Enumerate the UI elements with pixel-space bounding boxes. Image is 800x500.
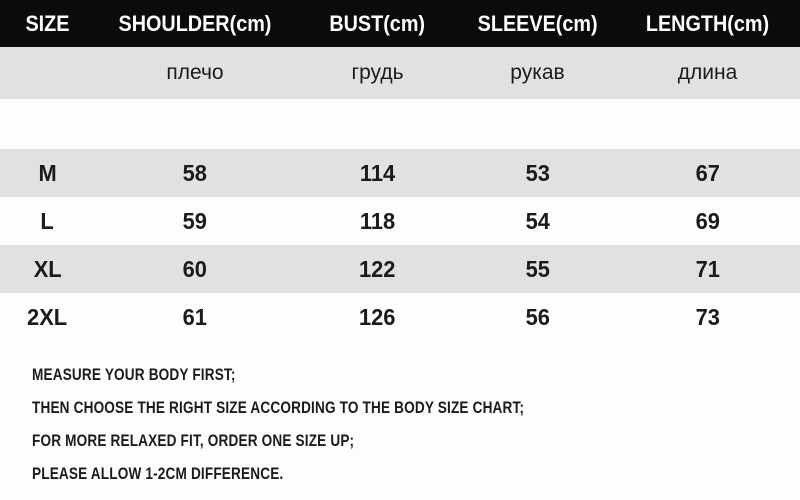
note-text-1: MEASURE YOUR BODY FIRST; [32, 365, 236, 384]
column-header-length-label: LENGTH(cm) [645, 10, 770, 36]
cell-size [0, 197, 95, 245]
cell-shoulder [95, 149, 295, 197]
column-header-shoulder [95, 0, 295, 47]
column-header-size-label: SIZE [25, 10, 70, 36]
cell-bust-value: 126 [359, 303, 396, 330]
sizing-notes [32, 358, 800, 490]
cell-shoulder [95, 197, 295, 245]
cell-size-value: XL [33, 255, 62, 282]
note-line-3 [32, 424, 800, 457]
cell-sleeve-value: 56 [525, 303, 550, 330]
cell-sleeve [460, 245, 615, 293]
cell-size [0, 245, 95, 293]
cell-sleeve-value: 55 [525, 255, 550, 282]
cell-sleeve-value: 53 [525, 159, 550, 186]
column-header-length [615, 0, 800, 47]
cell-shoulder-value: 60 [182, 255, 208, 282]
subheader-shoulder-ru: плечо [166, 61, 224, 84]
cell-sleeve [460, 293, 615, 341]
column-header-sleeve-label: SLEEVE(cm) [477, 10, 598, 36]
cell-length [615, 149, 800, 197]
note-text-3: FOR MORE RELAXED FIT, ORDER ONE SIZE UP; [32, 431, 355, 450]
table-row-xl [0, 245, 800, 293]
subheader-row-russian [0, 47, 800, 99]
cell-size-value: M [38, 159, 57, 186]
cell-bust-value: 114 [359, 159, 396, 186]
cell-length [615, 293, 800, 341]
cell-size [0, 149, 95, 197]
cell-length-value: 69 [695, 207, 720, 234]
cell-bust [295, 197, 460, 245]
cell-shoulder [95, 293, 295, 341]
note-line-4 [32, 457, 800, 490]
column-header-sleeve [460, 0, 615, 47]
cell-sleeve [460, 149, 615, 197]
cell-shoulder-value: 58 [182, 159, 208, 186]
cell-length [615, 197, 800, 245]
cell-sleeve [460, 197, 615, 245]
cell-sleeve-value: 54 [525, 207, 550, 234]
subheader-size-empty [0, 47, 95, 99]
column-header-size [0, 0, 95, 47]
note-text-2: THEN CHOOSE THE RIGHT SIZE ACCORDING TO THE BODY SIZE CHART; [32, 398, 525, 417]
cell-length [615, 245, 800, 293]
table-row-m [0, 149, 800, 197]
column-header-bust-label: BUST(cm) [329, 10, 426, 36]
cell-length-value: 73 [695, 303, 720, 330]
note-line-1 [32, 358, 800, 391]
spacer-cell [0, 99, 800, 149]
column-header-bust [295, 0, 460, 47]
note-text-4: PLEASE ALLOW 1-2CM DIFFERENCE. [32, 464, 284, 483]
subheader-bust-ru: грудь [351, 61, 404, 84]
cell-length-value: 71 [695, 255, 720, 282]
column-header-shoulder-label: SHOULDER(cm) [118, 10, 272, 36]
subheader-sleeve-ru: рукав [510, 61, 565, 84]
table-row-l [0, 197, 800, 245]
cell-shoulder-value: 61 [182, 303, 208, 330]
cell-bust [295, 293, 460, 341]
table-row-2xl [0, 293, 800, 341]
cell-bust [295, 149, 460, 197]
cell-length-value: 67 [695, 159, 720, 186]
cell-size-value: L [40, 207, 55, 234]
cell-size-value: 2XL [27, 303, 68, 330]
cell-bust-value: 118 [359, 207, 396, 234]
cell-bust-value: 122 [359, 255, 396, 282]
subheader-length-ru: длина [677, 61, 738, 84]
cell-bust [295, 245, 460, 293]
cell-shoulder [95, 245, 295, 293]
cell-size [0, 293, 95, 341]
spacer-row [0, 99, 800, 149]
header-row [0, 0, 800, 47]
note-line-2 [32, 391, 800, 424]
cell-shoulder-value: 59 [182, 207, 208, 234]
